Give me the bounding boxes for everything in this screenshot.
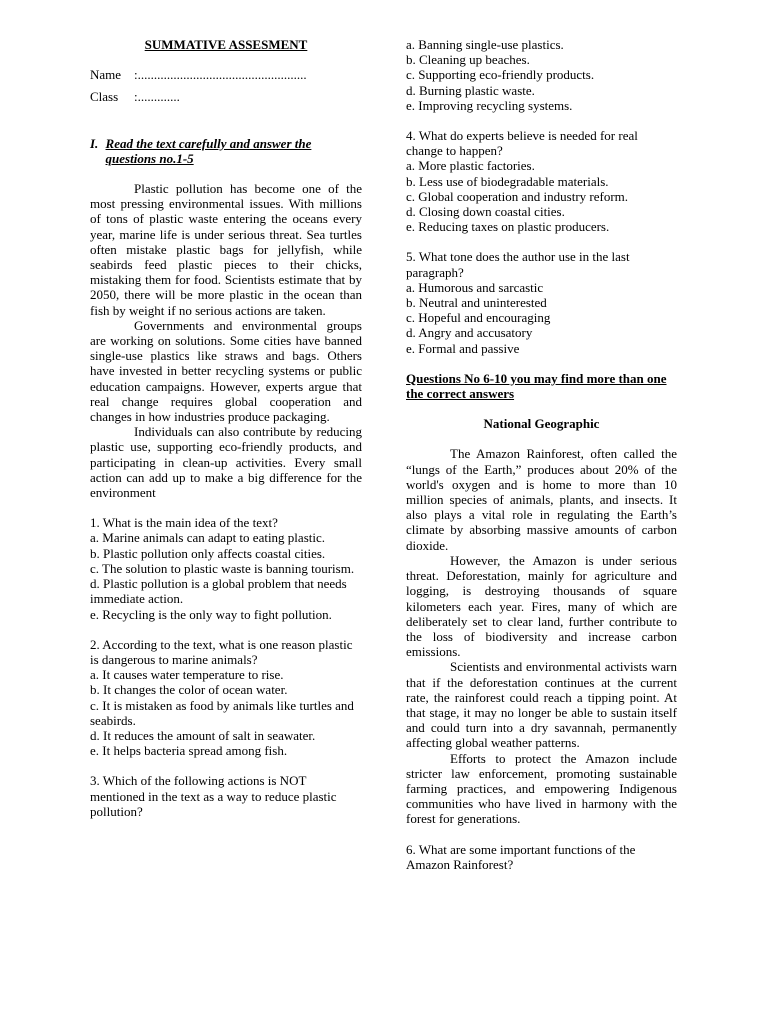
name-value[interactable]: :.................................................... [134,67,307,83]
answer-option[interactable]: d. Plastic pollution is a global problem that needs immediate action. [90,576,347,607]
question-stem: 2. According to the text, what is one reason plastic is dangerous to marine animals? [90,636,353,667]
question-5 [406,249,677,355]
answer-option[interactable]: b. Neutral and uninterested [406,295,547,311]
answer-option[interactable]: b. Plastic pollution only affects coastal cities. [90,545,326,561]
answer-option[interactable]: e. Reducing taxes on plastic producers. [406,219,610,235]
class-value[interactable]: :............. [134,89,180,105]
question-stem: 1. What is the main idea of the text? [90,515,278,531]
answer-option[interactable]: d. It reduces the amount of salt in seawater. [90,727,316,743]
answer-option[interactable]: a. Banning single-use plastics. [406,37,564,52]
answer-option[interactable]: c. Hopeful and encouraging [406,310,551,326]
answer-option[interactable]: a. Humorous and sarcastic [406,279,544,295]
section-1-instruction: Read the text carefully and answer the questions no.1-5 [105,135,312,166]
answer-option[interactable]: a. Marine animals can adapt to eating plastic. [90,530,325,546]
document-title: SUMMATIVE ASSESMENT [144,37,308,52]
answer-option[interactable]: b. It changes the color of ocean water. [90,682,288,698]
passage-paragraph: Scientists and environmental activists warn that if the deforestation continues at the current rate, the rainforest could reach a tipping point. At that stage, it may no longer be able to sustain itself and could turn into a dry savannah, permanently affecting global weather patterns. [406,659,677,751]
question-stem: 5. What tone does the author use in the last paragraph? [406,249,630,280]
section-2-instruction: Questions No 6-10 you may find more than one the correct answers [406,370,667,402]
name-label: Name [90,67,122,83]
answer-option[interactable]: e. Formal and passive [406,340,520,356]
section-1-number: I. [90,135,99,151]
answer-option[interactable]: d. Burning plastic waste. [406,82,535,98]
question-3 [90,773,362,819]
answer-option[interactable]: b. Cleaning up beaches. [406,52,530,68]
answer-option[interactable]: c. The solution to plastic waste is banning tourism. [90,560,355,576]
question-stem: 3. Which of the following actions is NOT mentioned in the text as a way to reduce plastic pollution? [90,773,337,819]
answer-option[interactable]: a. It causes water temperature to rise. [90,667,284,683]
question-stem: 4. What do experts believe is needed for real change to happen? [406,128,638,159]
question-6-stem: 6. What are some important functions of the Amazon Rainforest? [406,841,636,872]
answer-option[interactable]: d. Closing down coastal cities. [406,204,565,220]
answer-option[interactable]: e. Improving recycling systems. [406,97,573,113]
passage-paragraph: Governments and environmental groups are working on solutions. Some cities have banned single-use plastics like straws and bags. Others have invested in better recycling systems or public education campaigns. However, experts argue that real change requires global cooperation and changes in how industries produce packaging. [90,317,362,425]
right-column [406,37,677,872]
passage-paragraph: Efforts to protect the Amazon include stricter law enforcement, promoting sustainable farming practices, and empowering Indigenous communities who have lived in harmony with the forest for generations. [406,750,677,827]
plastic-passage [90,181,362,500]
answer-option[interactable]: e. Recycling is the only way to fight pollution. [90,606,332,622]
passage-paragraph: However, the Amazon is under serious threat. Deforestation, mainly for agriculture and logging, is destroying thousands of square kilometers each year. Fires, many of which are deliberately set to clear land, further contribute to the loss of biodiversity and increase carbon emissions. [406,552,677,660]
question-1 [90,515,362,621]
class-field [90,89,362,104]
passage-paragraph: Plastic pollution has become one of the most pressing environmental issues. With millions of tons of plastic waste entering the oceans every year, marine life is under serious threat. Sea turtles often mistake plastic bags for jellyfish, while seabirds feed plastic pieces to their chicks, mistaking them for food. Scientists estimate that by 2050, there will be more plastic in the ocean than fish by weight if no serious actions are taken. [90,181,362,318]
section-1-heading [90,136,362,166]
left-column [90,37,362,819]
question-4 [406,128,677,234]
passage-title: National Geographic [483,416,600,432]
answer-option[interactable]: b. Less use of biodegradable materials. [406,173,609,189]
name-field [90,67,362,82]
question-3-options [406,37,677,113]
answer-option[interactable]: a. More plastic factories. [406,158,535,174]
passage-paragraph: Individuals can also contribute by reducing plastic use, supporting eco-friendly products, and participating in clean-up activities. Every small action can add up to make a big difference for the environment [90,424,362,501]
answer-option[interactable]: c. It is mistaken as food by animals like turtles and seabirds. [90,697,354,728]
class-label: Class [90,89,119,105]
amazon-passage [406,446,677,826]
passage-paragraph: The Amazon Rainforest, often called the “lungs of the Earth,” produces about 20% of the world's oxygen and is home to more than 10 million species of animals, plants, and insects. It also plays a vital role in regulating the Earth’s climate by absorbing massive amounts of carbon dioxide. [406,446,677,553]
answer-option[interactable]: e. It helps bacteria spread among fish. [90,743,288,759]
answer-option[interactable]: c. Global cooperation and industry reform. [406,188,629,204]
question-2 [90,637,362,759]
answer-option[interactable]: d. Angry and accusatory [406,325,533,341]
answer-option[interactable]: c. Supporting eco-friendly products. [406,67,595,83]
